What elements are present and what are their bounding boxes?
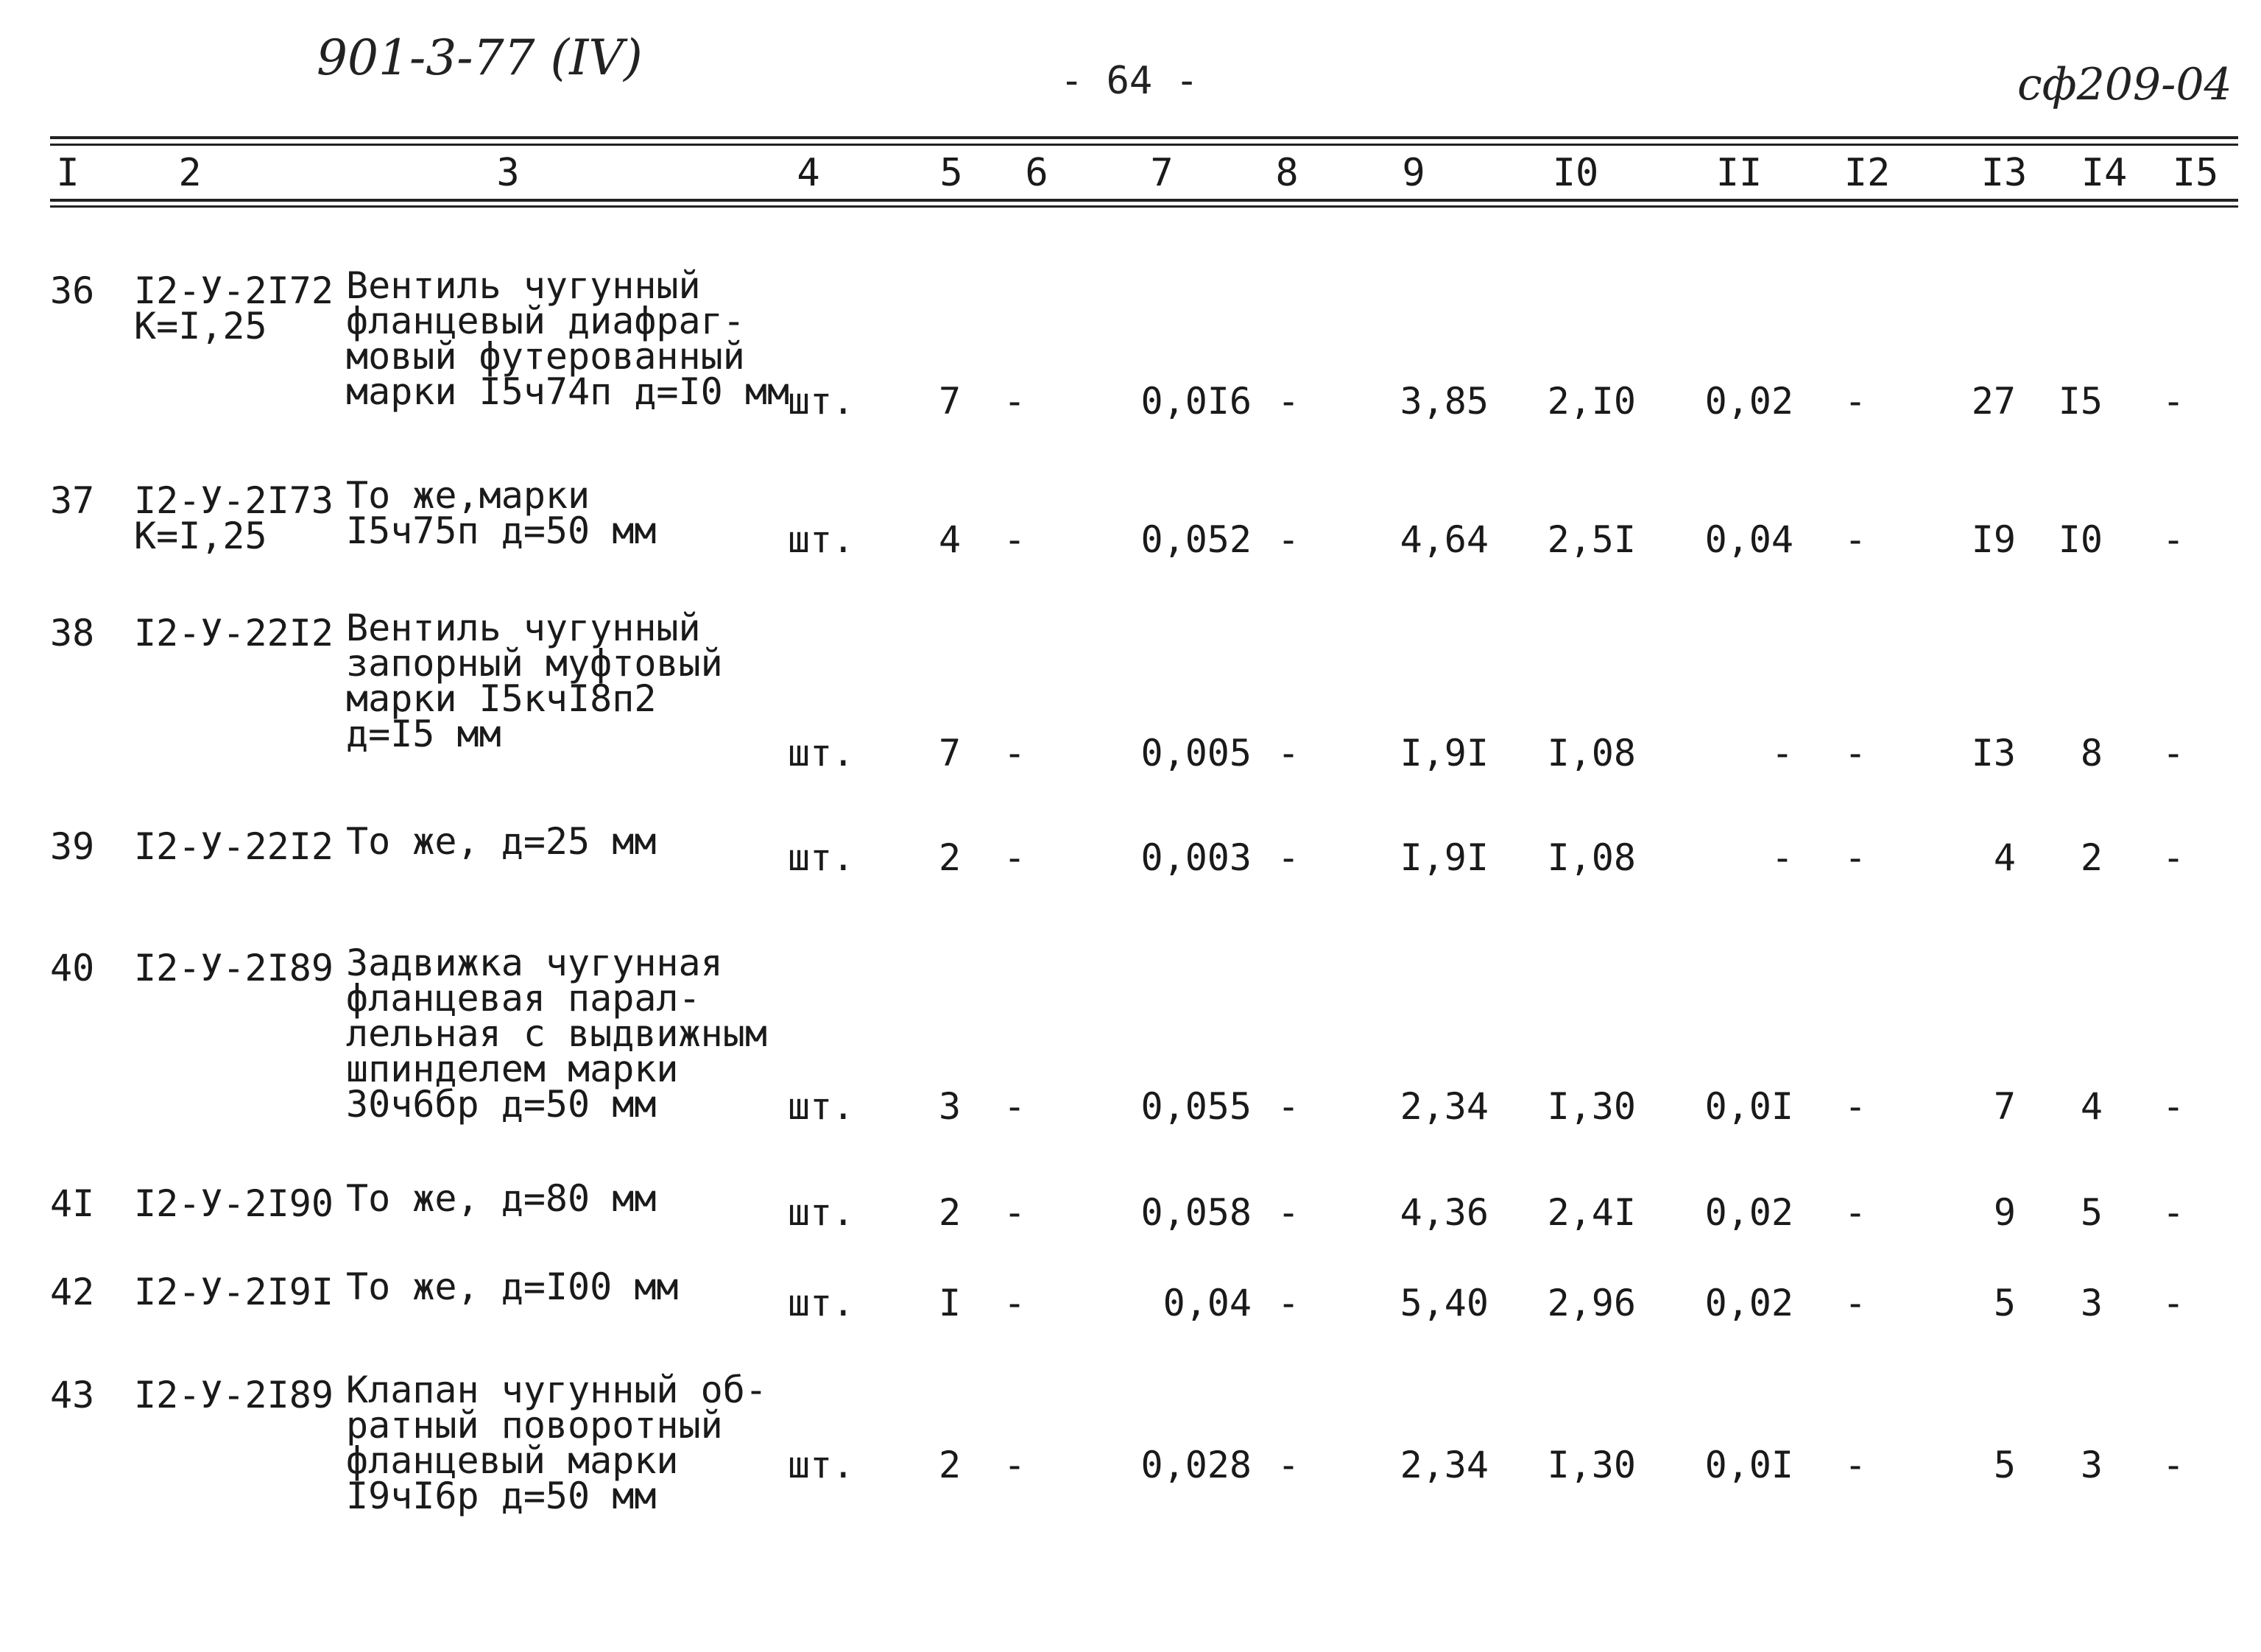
col7-cell: 0,0I6 <box>1140 380 1252 423</box>
col5-cell: 3 <box>938 1085 962 1128</box>
col7-cell: 0,058 <box>1140 1191 1252 1234</box>
col13-cell: 5 <box>1993 1282 2016 1324</box>
col10-cell: I,08 <box>1547 732 1636 774</box>
column-number: 7 <box>1150 151 1174 195</box>
column-number: 8 <box>1275 151 1299 195</box>
row-number: 43 <box>50 1374 95 1416</box>
item-description: Вентиль чугунный фланцевый диафраг- мовый футерованный марки I5ч74п д=I0 мм <box>346 264 790 413</box>
col13-cell: 7 <box>1993 1085 2016 1128</box>
col6-cell: - <box>1003 1191 1026 1234</box>
col14-cell: 8 <box>2080 732 2103 774</box>
row-number: 40 <box>50 947 95 989</box>
unit-cell: шт. <box>788 1191 855 1234</box>
col15-cell: - <box>2162 1191 2185 1234</box>
col9-cell: I,9I <box>1400 836 1489 879</box>
col11-cell: - <box>1771 732 1793 774</box>
price-code: I2-У-22I2 <box>134 612 334 654</box>
price-code: I2-У-2I89 <box>134 947 334 989</box>
row-number: 42 <box>50 1271 95 1313</box>
column-number: I4 <box>2081 151 2128 195</box>
col12-cell: - <box>1844 518 1867 561</box>
price-code: I2-У-22I2 <box>134 825 334 868</box>
col8-cell: - <box>1277 1191 1300 1234</box>
item-description: Вентиль чугунный запорный муфтовый марки I5кчI8п2 д=I5 мм <box>346 607 723 755</box>
col12-cell: - <box>1844 1444 1867 1486</box>
sheet-code: сф209-04 <box>2017 59 2232 110</box>
col13-cell: 9 <box>1993 1191 2016 1234</box>
unit-cell: шт. <box>788 1444 855 1486</box>
col7-cell: 0,003 <box>1140 836 1252 879</box>
row-number: 39 <box>50 825 95 868</box>
col8-cell: - <box>1277 380 1300 423</box>
item-description: Задвижка чугунная фланцевая парал- лельная с выдвижным шпинделем марки 30ч6бр д=50 мм <box>346 942 767 1126</box>
col7-cell: 0,052 <box>1140 518 1252 561</box>
col13-cell: I3 <box>1971 732 2016 774</box>
column-number: I2 <box>1844 151 1891 195</box>
col15-cell: - <box>2162 1444 2185 1486</box>
col9-cell: 2,34 <box>1400 1444 1489 1486</box>
price-code: I2-У-2I89 <box>134 1374 334 1416</box>
col9-cell: 4,64 <box>1400 518 1489 561</box>
unit-cell: шт. <box>788 380 855 423</box>
column-number: 2 <box>178 151 202 195</box>
column-number: I <box>56 151 80 195</box>
column-number: 3 <box>496 151 520 195</box>
unit-cell: шт. <box>788 732 855 774</box>
col8-cell: - <box>1277 1085 1300 1128</box>
column-number: 9 <box>1402 151 1425 195</box>
col5-cell: 7 <box>938 732 962 774</box>
col15-cell: - <box>2162 1282 2185 1324</box>
item-description: Клапан чугунный об- ратный поворотный фланцевый марки I9чI6р д=50 мм <box>346 1369 767 1517</box>
unit-cell: шт. <box>788 518 855 561</box>
col14-cell: I0 <box>2058 518 2103 561</box>
col8-cell: - <box>1277 732 1300 774</box>
col8-cell: - <box>1277 836 1300 879</box>
col8-cell: - <box>1277 1444 1300 1486</box>
col8-cell: - <box>1277 1282 1300 1324</box>
col11-cell: 0,02 <box>1704 380 1793 423</box>
col5-cell: 4 <box>938 518 962 561</box>
col6-cell: - <box>1003 732 1026 774</box>
unit-cell: шт. <box>788 836 855 879</box>
col13-cell: 4 <box>1993 836 2016 879</box>
col12-cell: - <box>1844 380 1867 423</box>
item-description: То же,марки I5ч75п д=50 мм <box>346 474 657 552</box>
col10-cell: I,08 <box>1547 836 1636 879</box>
col10-cell: 2,4I <box>1547 1191 1636 1234</box>
col5-cell: 2 <box>938 1191 962 1234</box>
document-code: 901-3-77 (IV) <box>317 29 643 86</box>
column-number: I0 <box>1552 151 1599 195</box>
col9-cell: 4,36 <box>1400 1191 1489 1234</box>
col13-cell: 27 <box>1971 380 2016 423</box>
col6-cell: - <box>1003 1282 1026 1324</box>
col6-cell: - <box>1003 836 1026 879</box>
col15-cell: - <box>2162 732 2185 774</box>
item-description: То же, д=80 мм <box>346 1177 657 1220</box>
col10-cell: 2,96 <box>1547 1282 1636 1324</box>
header-rule <box>50 144 2238 146</box>
column-header-rule <box>50 205 2238 208</box>
unit-cell: шт. <box>788 1085 855 1128</box>
price-coefficient: K=I,25 <box>134 305 267 347</box>
col5-cell: 2 <box>938 1444 962 1486</box>
col11-cell: 0,0I <box>1704 1444 1793 1486</box>
col12-cell: - <box>1844 1191 1867 1234</box>
unit-cell: шт. <box>788 1282 855 1324</box>
col14-cell: 4 <box>2080 1085 2103 1128</box>
col14-cell: 2 <box>2080 836 2103 879</box>
col14-cell: 3 <box>2080 1444 2103 1486</box>
col5-cell: I <box>938 1282 962 1324</box>
price-code: I2-У-2I90 <box>134 1182 334 1225</box>
col9-cell: I,9I <box>1400 732 1489 774</box>
column-header-rule <box>50 199 2238 202</box>
row-number: 38 <box>50 612 95 654</box>
col5-cell: 2 <box>938 836 962 879</box>
col7-cell: 0,055 <box>1140 1085 1252 1128</box>
col11-cell: 0,0I <box>1704 1085 1793 1128</box>
col12-cell: - <box>1844 1282 1867 1324</box>
col7-cell: 0,005 <box>1140 732 1252 774</box>
column-number: 6 <box>1025 151 1048 195</box>
col10-cell: 2,I0 <box>1547 380 1636 423</box>
col6-cell: - <box>1003 1444 1026 1486</box>
column-number: I3 <box>1980 151 2028 195</box>
col11-cell: 0,02 <box>1704 1282 1793 1324</box>
col14-cell: 5 <box>2080 1191 2103 1234</box>
col7-cell: 0,04 <box>1163 1282 1252 1324</box>
col13-cell: I9 <box>1971 518 2016 561</box>
row-number: 4I <box>50 1182 95 1225</box>
item-description: То же, д=25 мм <box>346 820 657 863</box>
col6-cell: - <box>1003 518 1026 561</box>
price-code: I2-У-2I72 <box>134 269 334 312</box>
col7-cell: 0,028 <box>1140 1444 1252 1486</box>
col9-cell: 2,34 <box>1400 1085 1489 1128</box>
col10-cell: I,30 <box>1547 1085 1636 1128</box>
col11-cell: 0,02 <box>1704 1191 1793 1234</box>
col13-cell: 5 <box>1993 1444 2016 1486</box>
col15-cell: - <box>2162 518 2185 561</box>
column-number: 5 <box>939 151 963 195</box>
item-description: То же, д=I00 мм <box>346 1266 679 1308</box>
column-number: II <box>1715 151 1763 195</box>
col12-cell: - <box>1844 732 1867 774</box>
col9-cell: 5,40 <box>1400 1282 1489 1324</box>
col12-cell: - <box>1844 1085 1867 1128</box>
row-number: 37 <box>50 479 95 522</box>
col15-cell: - <box>2162 1085 2185 1128</box>
col14-cell: 3 <box>2080 1282 2103 1324</box>
price-code: I2-У-2I73 <box>134 479 334 522</box>
col11-cell: 0,04 <box>1704 518 1793 561</box>
col15-cell: - <box>2162 836 2185 879</box>
col12-cell: - <box>1844 836 1867 879</box>
col15-cell: - <box>2162 380 2185 423</box>
col6-cell: - <box>1003 380 1026 423</box>
col10-cell: I,30 <box>1547 1444 1636 1486</box>
price-coefficient: K=I,25 <box>134 515 267 557</box>
column-number: I5 <box>2172 151 2219 195</box>
col5-cell: 7 <box>938 380 962 423</box>
col10-cell: 2,5I <box>1547 518 1636 561</box>
column-number: 4 <box>797 151 820 195</box>
col6-cell: - <box>1003 1085 1026 1128</box>
col11-cell: - <box>1771 836 1793 879</box>
row-number: 36 <box>50 269 95 312</box>
header-rule <box>50 136 2238 139</box>
price-code: I2-У-2I9I <box>134 1271 334 1313</box>
page-number: - 64 - <box>1060 59 1199 103</box>
col8-cell: - <box>1277 518 1300 561</box>
col9-cell: 3,85 <box>1400 380 1489 423</box>
col14-cell: I5 <box>2058 380 2103 423</box>
